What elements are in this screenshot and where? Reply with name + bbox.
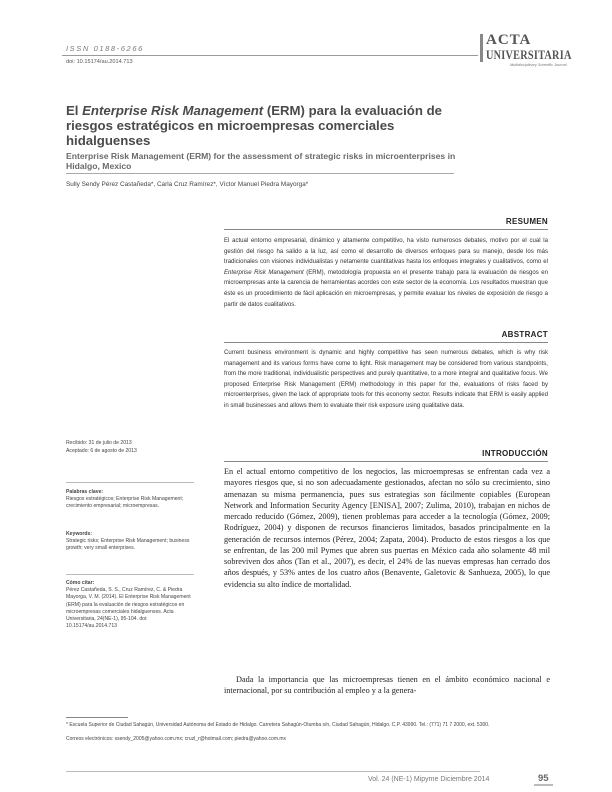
journal-logo [480,30,572,70]
cite-text: Pérez Castañeda, S. S., Cruz Ramírez, C. & Piedra Mayorga, V. M. (2014). El Enterprise Risk Management (ERM) para la evaluación de riesgos estratégicos en microempresas comerciales hidalguenses. Acta Universitaria, 24(NE-1), 95-104. doi: 10.15174/au.2014.713 [66,587,191,630]
article-title [66,103,466,148]
logo-line1: ACTA [486,32,532,48]
header-rule [62,55,478,56]
resumen-rule [224,229,548,230]
journal-issue: Vol. 24 (NE-1) Mipyme Diciembre 2014 [368,776,490,783]
intro-rule [224,461,548,462]
resumen-part1: El actual entorno empresarial, dinámico y altamente competitivo, ha visto numerosos debates, motivo por el cual la gestión del riesgo ha salido a la luz, así como el desarrollo de diversos enfoques para su manejo, desde los más tradicionales con visiones individualistas y netamente cuantitativas hasta los enfoques integrales y cualitativos, como el [224,238,548,266]
page-number: 95 [534,773,553,786]
title-italic: Enterprise Risk Management [82,103,264,118]
authors: Sully Sendy Pérez Castañeda*, Carla Cruz Ramírez*, Víctor Manuel Piedra Mayorga* [66,181,309,188]
resumen-heading: RESUMEN [505,217,548,226]
footer-rule [66,771,480,772]
resumen-part2: (ERM), metodología propuesta en el presente trabajo para la evaluación de riesgos en microempresas ante la carencia de herramientas acordes con este sector de la economía. Los resultados muestran que éste es un procedimiento de fácil aplicación en microempresas, y permite evaluar los niveles de exposición de riesgo a partir de datos cualitativos. [224,269,548,308]
cite-block [66,580,192,630]
resumen-italic: Enterprise Risk Management [224,269,304,276]
title-prefix: El [66,103,83,118]
article-subtitle: Enterprise Risk Management (ERM) for the assessment of strategic risks in microenterprises in Hidalgo, Mexico [66,151,456,172]
issn: ISSN 0188-6266 [66,44,144,53]
intro-paragraph-1: En el actual entorno competitivo de los negocios, las microempresas se enfrentan cada vez a mayores riesgos que, si no son adecuadamente gestionados, afectan no sólo su crecimiento, sino amenazan su misma permanencia, pues sus estrategias son fácilmente copiables (European Network and Information Security Agency [ENISA], 2007; Zulima, 2010), trabajan en nichos de mercado reducido (Gómez, 2009), tienen problemas para acceder a la tecnología (Gómez, 2009; Rodríguez, 2004) y disponen de recursos financieros limitados, basados principalmente en la generación de recursos internos (Pérez, 2004; Zapata, 2004). Producto de estos riesgos a los que se enfrentan, de las 200 mil Pymes que abren sus puertas en México cada año solamente 48 mil sobreviven dos años (Tan et al., 2007), es decir, el 24% de las nuevas empresas han cerrado dos años después, y 53% antes de los cuatro años (Benavente, Galetovic & Sanhueza, 2005), lo que evidencia su alto índice de mortalidad. [224,467,550,589]
keywords-es-text: Riesgos estratégicos; Enterprise Risk Management; crecimiento empresarial; microempresas. [66,496,184,510]
abstract-heading: ABSTRACT [501,330,548,339]
footnote-affiliation: * Escuela Superior de Ciudad Sahagún, Universidad Autónoma del Estado de Hidalgo. Carretera Sahagún-Otumba s/n, Ciudad Sahagún, Hidalgo. C.P. 43990. Tel.: (771) 71 7 2000, ext. 5300. [66,722,490,728]
keywords-en [66,531,192,553]
keywords-es [66,489,192,511]
keywords-en-text: Strategic risks; Enterprise Risk Management; business growth; very small enterprises. [66,538,190,552]
logo-bar [480,34,483,62]
cite-label: Cómo citar: [66,580,95,586]
keywords-es-label: Palabras clave: [66,489,104,495]
keywords-en-label: Keywords: [66,531,93,537]
logo-line2: UNIVERSITARIA [486,48,572,62]
footnote-emails[interactable]: Correos electrónicos: ssendy_2005@yahoo.com.mx; cruzl_r@hotmail.com; piedra@yahoo.com.mx [66,736,287,742]
accepted-date: Aceptado: 6 de agosto de 2013 [66,448,137,454]
resumen-text [224,236,548,310]
received-date: Recibido: 31 de julio de 2013 [66,440,132,446]
sidebar-rule-1 [66,482,194,483]
intro-paragraph-2: Dada la importancia que las microempresas tienen en el ámbito económico nacional e internacional, por su contribución al empleo y a la genera- [224,675,550,696]
sidebar-rule-2 [66,574,194,575]
abstract-rule [224,342,548,343]
abstract-text: Current business environment is dynamic and highly competitive has seen numerous debates, which is why risk management and its various forms have come to light. Risk management may be considered from various standpoints, from the more traditional, individualistic perspectives and purely quantitative, to a more integral and qualitative focus. We proposed Enterprise Risk Management (ERM) methodology in this paper for the, evaluations of risks faced by microenterprises, given the lack of appropriate tools for this economy sector. Results indicate that ERM is easily applied in small businesses and allows them to evaluate their risk exposure using qualitative data. [224,350,548,409]
intro-heading: INTRODUCCIÓN [482,449,548,458]
title-rule [66,173,454,174]
logo-tagline: Multidisciplinary Scientific Journal [510,63,567,67]
title-rest: (ERM) para la evaluación de riesgos estratégicos en microempresas comerciales hidalguenses [66,103,442,148]
footnote-rule [66,717,128,718]
doi[interactable]: doi: 10.15174/au.2014.713 [66,59,133,65]
